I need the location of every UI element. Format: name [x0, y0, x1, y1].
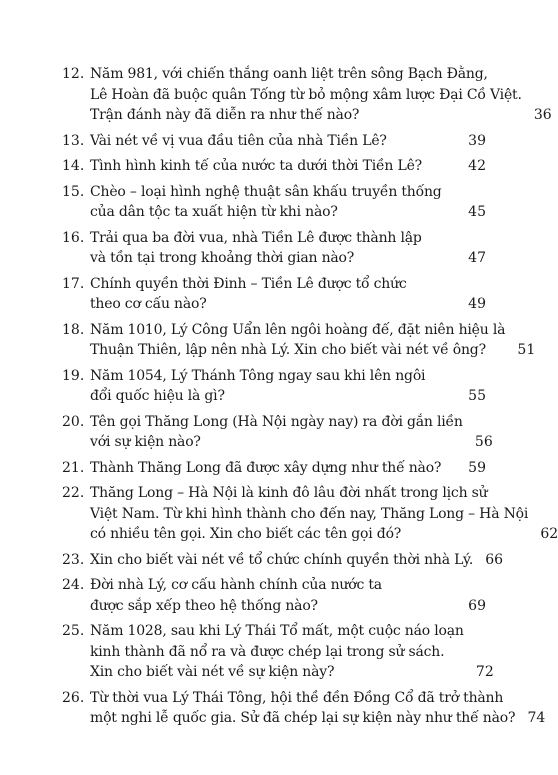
toc-entry [62, 550, 504, 571]
toc-entry-page-number: 62 [540, 526, 558, 542]
toc-entry-title-line: Trận đánh này đã diễn ra như thế nào? [90, 107, 360, 123]
toc-entry-title-line: Lê Hoàn đã buộc quân Tống từ bỏ mộng xâm lược Đại Cồ Việt. [90, 86, 522, 103]
toc-entry-title-line: Năm 1054, Lý Thánh Tông ngay sau khi lên ngôi [90, 367, 426, 384]
toc-entry-title [90, 412, 463, 453]
toc-entry-title-line: Tình hình kinh tế của nước ta dưới thời Tiền Lê? [90, 158, 422, 174]
toc-entry-title-line: Thuận Thiên, lập nên nhà Lý. Xin cho biết vài nét về ông? [90, 342, 486, 358]
toc-entry-title-line: Xin cho biết vài nét về tổ chức chính quyền thời nhà Lý. [90, 551, 474, 568]
toc-entry-page-number: 74 [527, 710, 546, 726]
toc-entry [62, 156, 486, 177]
toc-entry-number: 20. [62, 413, 85, 430]
toc-entry-title-line: Tên gọi Thăng Long (Hà Nội ngày nay) ra đời gắn liền [90, 413, 463, 430]
toc-entry [62, 575, 486, 616]
toc-entry-title [90, 688, 515, 729]
toc-entry [62, 688, 546, 729]
toc-entry [62, 131, 486, 152]
toc-entry [62, 458, 486, 479]
table-of-contents [62, 64, 558, 734]
toc-entry-title-line: Thăng Long – Hà Nội là kinh đô lâu đời nhất trong lịch sử [90, 485, 488, 501]
toc-entry-title [90, 182, 456, 223]
toc-entry-title [90, 550, 473, 571]
toc-entry-page-number: 66 [485, 551, 504, 568]
toc-entry-title-line: Trải qua ba đời vua, nhà Tiền Lê được thành lập [90, 229, 422, 246]
toc-entry-number: 14. [62, 158, 85, 174]
toc-entry-page-number: 49 [468, 296, 486, 312]
toc-entry-title [90, 320, 505, 361]
toc-entry-page-number: 55 [468, 388, 486, 404]
toc-entry [62, 64, 552, 126]
toc-entry-title-line: Việt Nam. Từ khi hình thành cho đến nay, Thăng Long – Hà Nội [90, 505, 529, 522]
toc-entry-number: 19. [62, 367, 85, 384]
toc-entry-number: 22. [62, 485, 85, 501]
toc-entry [62, 483, 558, 545]
toc-entry-title-line: đổi quốc hiệu là gì? [90, 388, 225, 404]
toc-entry-page-number: 59 [468, 459, 486, 476]
toc-entry-page-number: 45 [468, 204, 486, 220]
toc-entry-title-line: kinh thành đã nổ ra và được chép lại trong sử sách. [90, 643, 445, 660]
toc-entry-title-line: Chính quyền thời Đinh – Tiền Lê được tổ chức [90, 275, 407, 292]
toc-entry-title [90, 274, 456, 315]
toc-entry-title-line: Vài nét về vị vua đầu tiên của nhà Tiền Lê? [90, 132, 387, 149]
toc-entry-title-line: Thành Thăng Long đã được xây dựng như thế nào? [90, 459, 442, 476]
toc-entry [62, 320, 536, 361]
toc-entry-page-number: 72 [475, 664, 494, 680]
toc-entry-number: 17. [62, 275, 85, 292]
toc-entry-title-line: với sự kiện nào? [90, 434, 201, 450]
toc-entry-title [90, 131, 456, 152]
toc-entry-title-line: Năm 1028, sau khi Lý Thái Tổ mất, một cuộc náo loạn [90, 623, 464, 639]
toc-entry-page-number: 39 [468, 132, 486, 149]
toc-entry-title-line: được sắp xếp theo hệ thống nào? [90, 597, 318, 614]
toc-entry-number: 18. [62, 321, 85, 338]
toc-entry [62, 412, 493, 453]
toc-entry-title-line: Năm 1010, Lý Công Uẩn lên ngôi hoàng đế, đặt niên hiệu là [90, 321, 506, 338]
toc-entry-title-line: Xin cho biết vài nét về sự kiện này? [90, 664, 335, 680]
toc-entry-title [90, 366, 456, 407]
toc-entry-number: 24. [62, 577, 85, 593]
toc-entry-title-line: Chèo – loại hình nghệ thuật sân khấu truyền thống [90, 183, 442, 200]
toc-entry-number: 23. [62, 551, 85, 568]
toc-entry-title-line: Từ thời vua Lý Thái Tông, hội thề đền Đồng Cổ đã trở thành [90, 689, 504, 706]
toc-entry-title [90, 575, 456, 616]
toc-entry-number: 12. [62, 66, 85, 82]
toc-entry-page-number: 47 [468, 250, 486, 266]
toc-entry-page-number: 69 [468, 597, 486, 614]
toc-entry-title [90, 621, 464, 683]
toc-entry [62, 274, 486, 315]
toc-entry-title [90, 483, 528, 545]
toc-entry-number: 25. [62, 623, 85, 639]
toc-entry-page-number: 51 [517, 342, 536, 358]
toc-entry [62, 228, 486, 269]
toc-entry-title-line: Đời nhà Lý, cơ cấu hành chính của nước ta [90, 577, 382, 593]
toc-entry [62, 621, 494, 683]
toc-entry-title [90, 458, 456, 479]
toc-entry-number: 21. [62, 459, 85, 476]
toc-entry-title-line: và tồn tại trong khoảng thời gian nào? [90, 250, 355, 266]
toc-entry-title-line: Năm 981, với chiến thắng oanh liệt trên sông Bạch Đằng, [90, 66, 488, 82]
toc-entry-title-line: của dân tộc ta xuất hiện từ khi nào? [90, 204, 338, 220]
toc-entry-title [90, 228, 456, 269]
toc-entry-number: 15. [62, 183, 85, 200]
toc-entry-number: 13. [62, 132, 85, 149]
toc-entry-number: 16. [62, 229, 85, 246]
toc-entry-title [90, 64, 522, 126]
toc-entry-title-line: có nhiều tên gọi. Xin cho biết các tên gọi đó? [90, 526, 402, 542]
toc-entry-title-line: một nghi lễ quốc gia. Sử đã chép lại sự kiện này như thế nào? [90, 710, 516, 726]
toc-entry [62, 182, 486, 223]
toc-entry [62, 366, 486, 407]
toc-entry-title-line: theo cơ cấu nào? [90, 296, 207, 312]
toc-entry-page-number: 42 [468, 158, 486, 174]
toc-entry-page-number: 56 [474, 434, 493, 450]
toc-entry-number: 26. [62, 689, 85, 706]
toc-entry-title [90, 156, 456, 177]
toc-entry-page-number: 36 [533, 107, 552, 123]
